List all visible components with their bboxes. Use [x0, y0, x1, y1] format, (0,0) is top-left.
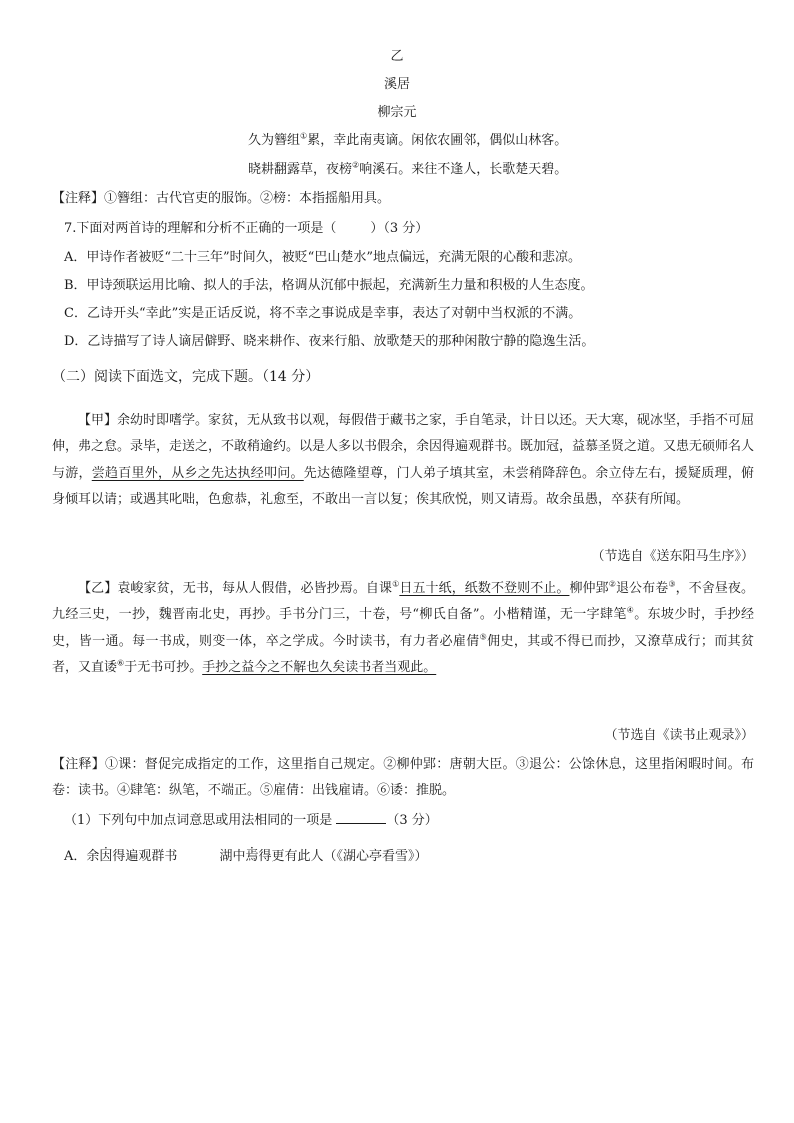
poem-author: 柳宗元 [377, 105, 417, 120]
answer-blank[interactable] [336, 811, 386, 824]
q7-option-a: A．甲诗作者被贬“二十三年”时间久，被贬“巴山楚水”地点偏远，充满无限的心酸和悲凉。 [64, 250, 581, 265]
section-2-heading: （二）阅读下面选文，完成下题。（14 分） [52, 369, 320, 385]
passage-notes: 【注释】①课：督促完成指定的工作，这里指自己规定。②柳仲郢：唐朝大臣。③退公：公馀休息，这里指闲暇时间。布卷：读书。④肆笔：纵笔，不端正。⑤雇倩：出钱雇请。⑥诿：推脱。 [52, 757, 754, 799]
poem-line-1: 久为簪组①累，幸此南夷谪。闲依农圃邻，偶似山林客。 [248, 131, 568, 148]
q7-option-d: D．乙诗描写了诗人谪居僻野、晓来耕作、夜来行船、放歌楚天的那种闲散宁静的隐逸生活。 [64, 334, 595, 349]
q1-option-a: A．余因得遍观群书 湖中焉得更有此人（《湖心亭看雪》） [64, 849, 428, 864]
question-7: 7.下面对两首诗的理解和分析不正确的一项是（ ）（3 分） [64, 221, 429, 236]
source-yi: （节选自《读书止观录》） [604, 728, 754, 743]
question-1: （1）下列句中加点词意思或用法相同的一项是 （3 分） [64, 813, 438, 828]
poem-notes: 【注释】①簪组：古代官吏的服饰。②榜：本指摇船用具。 [52, 191, 391, 206]
passage-jia: 【甲】余幼时即嗜学。家贫，无从致书以观，每假借于藏书之家，手自笔录，计日以还。天大寒，砚冰坚，手指不可屈伸，弗之怠。录毕，走送之，不敢稍逾约。以是人多以书假余，余因得遍观群书。既加冠，益慕圣贤之道。又患无硕师名人与游，尝趋百里外，从乡之先达执经叩问。先达德隆望尊，门人弟子填其室，未尝稍降辞色。余立侍左右，援疑质理，俯身倾耳以请；或遇其叱咄，色愈恭，礼愈至，不敢出一言以复；俟其欣悦，则又请焉。故余虽愚，卒获有所闻。 [52, 413, 755, 507]
poem-line-2: 晓耕翻露草，夜榜②响溪石。来往不逢人，长歌楚天碧。 [248, 160, 568, 177]
q7-option-c: C．乙诗开头“幸此”实是正话反说，将不幸之事说成是幸事，表达了对朝中当权派的不满。 [64, 306, 582, 321]
q7-option-b: B．甲诗颈联运用比喻、拟人的手法，格调从沉郁中振起，充满新生力量和积极的人生态度。 [64, 278, 594, 293]
source-jia: （节选自《送东阳马生序》） [591, 549, 754, 564]
poem-label: 乙 [390, 49, 404, 64]
passage-yi: 【乙】袁峻家贫，无书，每从人假借，必皆抄焉。自课①日五十纸，纸数不登则不止。柳仲郢②退公布卷③，不舍昼夜。九经三史，一抄，魏晋南北史，再抄。手书分门三，十卷，号“柳氏自备”。小楷精谨，无一字肆笔④。东坡少时，手抄经史，皆一通。每一书成，则变一体，卒之学成。今时读书，有力者必雇倩⑤佣史，其或不得已而抄，又潦草成行；而其贫者，又直诿⑥于无书可抄。手抄之益今之不解也久矣读书者当观此。 [52, 579, 754, 675]
poem-title: 溪居 [383, 77, 410, 92]
